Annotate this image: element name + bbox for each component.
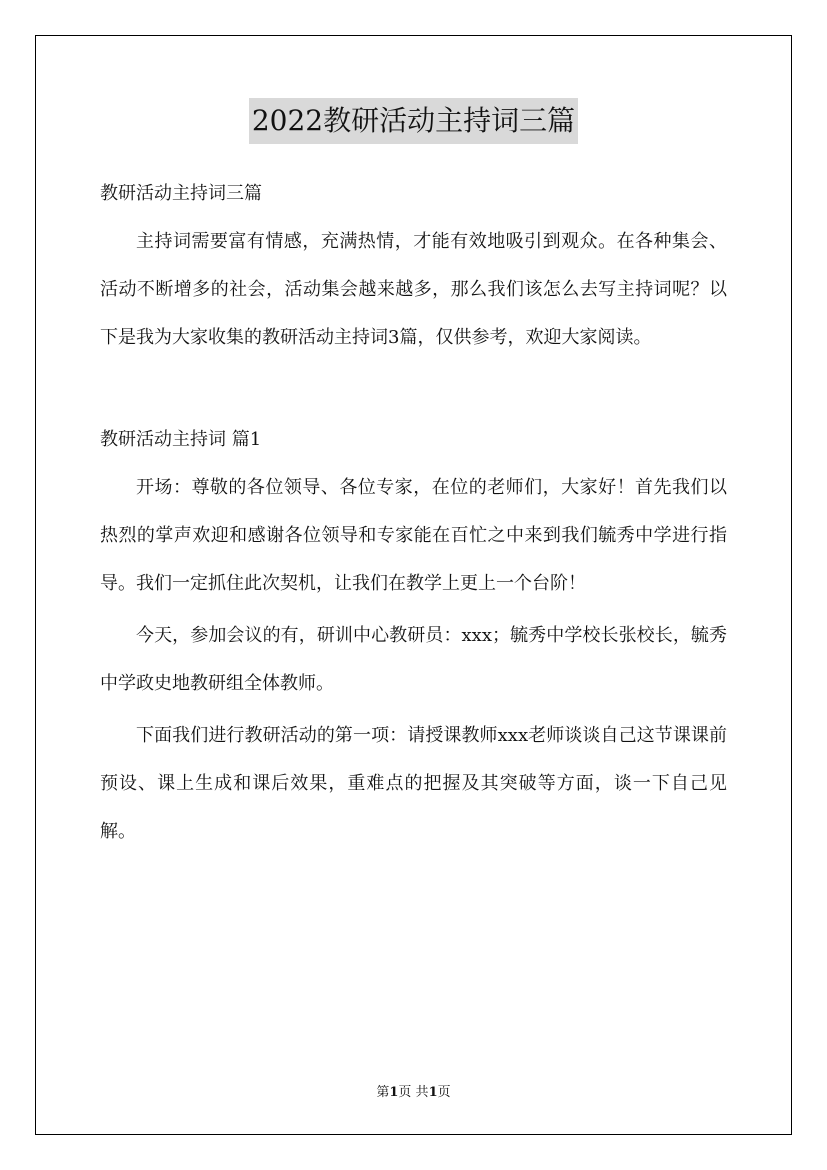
document-subtitle: 教研活动主持词三篇 bbox=[100, 183, 262, 204]
document-body bbox=[100, 170, 727, 856]
page-footer bbox=[0, 1083, 827, 1103]
section-spacer bbox=[100, 362, 727, 416]
footer-page-prefix: 第 bbox=[376, 1085, 390, 1100]
body-paragraph: 今天，参加会议的有，研训中心教研员：xxx；毓秀中学校长张校长，毓秀中学政史地教研组全体教师。 bbox=[100, 625, 727, 694]
intro-paragraph: 主持词需要富有情感，充满热情，才能有效地吸引到观众。在各种集会、活动不断增多的社会，活动集会越来越多，那么我们该怎么去写主持词呢？以下是我为大家收集的教研活动主持词3篇，仅供参考，欢迎大家阅读。 bbox=[100, 231, 727, 348]
footer-page-total: 1 bbox=[428, 1085, 438, 1100]
footer-page-current: 1 bbox=[389, 1085, 399, 1100]
footer-page-suffix: 页 bbox=[437, 1085, 451, 1100]
body-paragraph: 下面我们进行教研活动的第一项：请授课教师xxx老师谈谈自己这节课课前预设、课上生成和课后效果，重难点的把握及其突破等方面，谈一下自己见解。 bbox=[100, 725, 727, 842]
footer-page-mid: 页 共 bbox=[398, 1085, 429, 1100]
document-title: 2022教研活动主持词三篇 bbox=[249, 98, 578, 144]
section-heading: 教研活动主持词 篇1 bbox=[100, 429, 262, 450]
body-paragraph: 开场：尊敬的各位领导、各位专家，在位的老师们，大家好！首先我们以热烈的掌声欢迎和感谢各位领导和专家能在百忙之中来到我们毓秀中学进行指导。我们一定抓住此次契机，让我们在教学上更上一个台阶！ bbox=[100, 477, 727, 594]
title-container bbox=[0, 98, 827, 144]
